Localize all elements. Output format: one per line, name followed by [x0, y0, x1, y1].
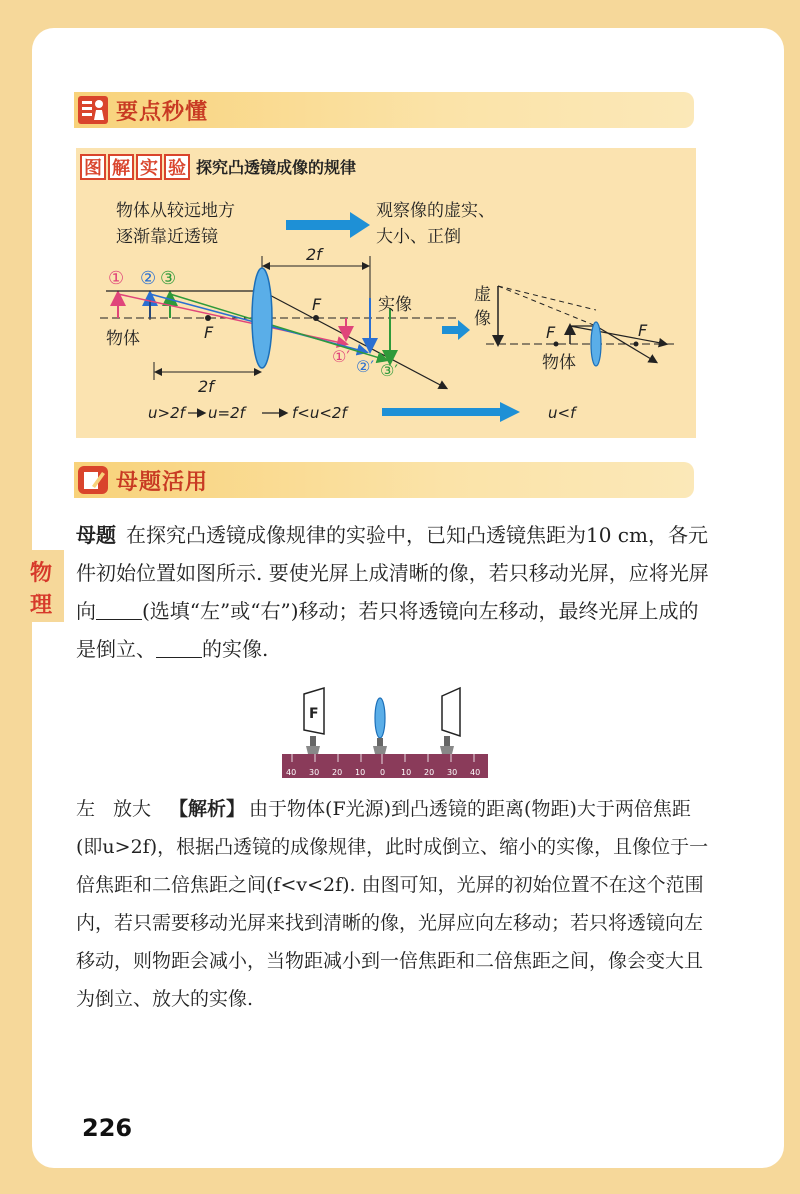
- question-text-2: (选填“左”或“右”)移动；若只将透镜向左移动，最终光屏上成的是倒立、: [76, 599, 699, 661]
- label-2f-top: 2f: [306, 245, 322, 264]
- figure-title: 探究凸透镜成像的规律: [196, 158, 357, 177]
- answer-1: 左: [76, 798, 96, 820]
- ruler-tick: 0: [380, 768, 386, 777]
- ray-refracted: [262, 291, 446, 388]
- mother-banner: [74, 462, 694, 498]
- question: [76, 516, 716, 668]
- page-number: 226: [82, 1114, 133, 1142]
- marker-3p: ③′: [380, 361, 398, 380]
- virtual-label-2: 像: [474, 309, 491, 329]
- light-screen: [442, 688, 460, 736]
- marker-1p: ①′: [332, 347, 350, 366]
- ruler-tick: 10: [401, 768, 412, 777]
- virtual-label-1: 虚: [474, 285, 491, 305]
- big-arrow-icon: [286, 212, 370, 238]
- marker-3: ③: [160, 268, 177, 289]
- mother-title: 母题活用: [116, 470, 209, 495]
- ruler-tick: 10: [355, 768, 366, 777]
- pencil-icon: [78, 466, 108, 494]
- label-object: 物体: [106, 329, 140, 349]
- left-note-2: 逐渐靠近透镜: [116, 227, 218, 247]
- right-note-1: 观察像的虚实、: [376, 201, 495, 221]
- lens-model: [375, 698, 385, 738]
- figure-tag: 验: [164, 154, 190, 180]
- side-tab: [0, 550, 64, 622]
- cond-2: u=2f: [208, 404, 245, 422]
- label-2f-bottom: 2f: [198, 377, 214, 396]
- figure-box: [76, 148, 696, 438]
- question-label: 母题: [76, 523, 116, 547]
- ruler-tick: 40: [470, 768, 481, 777]
- question-text-1: 在探究凸透镜成像规律的实验中，已知凸透镜焦距为10 cm，各元件初始位置如图所示. 要使光屏上成清晰的像，若只移动光屏，应将光屏向: [76, 523, 709, 623]
- side-tab-char: 理: [30, 593, 53, 618]
- cond-3: f<u<2f: [292, 404, 347, 422]
- small-arrow-icon: [442, 320, 470, 340]
- analysis-text: 由于物体(F光源)到凸透镜的距离(物距)大于两倍焦距(即u>2f)，根据凸透镜的成像规律，此时成倒立、缩小的实像，且像位于一倍焦距和二倍焦距之间(f<v<2f). 由图可知，光屏的初始位置不在这个范围内，若只需要移动光屏来找到清晰的像，光屏应向左移动；若只将透镜向左移动，则物距会减小，当物距减小到一倍焦距和二倍焦距之间，像会变大且为倒立、放大的实像.: [76, 798, 709, 1010]
- ruler-tick: 30: [447, 768, 458, 777]
- marker-1: ①: [108, 268, 125, 289]
- lens-diagram: [76, 148, 696, 438]
- label-real-image: 实像: [378, 295, 412, 315]
- source-label: F: [309, 706, 319, 722]
- label-F-right: F: [312, 295, 322, 314]
- ruler-tick: 40: [286, 768, 297, 777]
- cond-4: u<f: [548, 404, 576, 422]
- ruler-tick: 20: [424, 768, 435, 777]
- key-points-banner: [74, 92, 694, 128]
- virtual-object-label: 物体: [542, 353, 576, 373]
- question-text-3: 的实像.: [202, 637, 269, 661]
- analysis-label: 【解析】: [169, 798, 246, 820]
- figure-tag: 实: [136, 154, 162, 180]
- figure-tag: 解: [108, 154, 134, 180]
- side-tab-char: 物: [30, 561, 53, 586]
- ruler-tick: 30: [309, 768, 320, 777]
- marker-2p: ②′: [356, 357, 374, 376]
- right-note-2: 大小、正倒: [376, 227, 461, 247]
- answer: [76, 790, 716, 1018]
- left-note-1: 物体从较远地方: [116, 201, 235, 221]
- figure-tag: 图: [80, 154, 106, 180]
- virtual-F-left: F: [546, 323, 556, 342]
- key-points-title: 要点秒懂: [116, 100, 209, 125]
- cond-1: u>2f: [148, 404, 185, 422]
- key-points-icon: [78, 96, 108, 124]
- convex-lens: [252, 268, 272, 368]
- answer-blank-1[interactable]: [96, 595, 142, 620]
- answer-blank-2[interactable]: [156, 633, 202, 658]
- ray-3: [170, 294, 386, 360]
- label-F-left: F: [204, 323, 214, 342]
- apparatus-diagram: [282, 684, 492, 780]
- virtual-F-right: F: [638, 321, 648, 340]
- cond-arrow-icon: [382, 402, 520, 422]
- marker-2: ②: [140, 268, 157, 289]
- answer-2: 放大: [113, 798, 152, 820]
- virtual-lens: [591, 322, 601, 366]
- ruler-tick: 20: [332, 768, 343, 777]
